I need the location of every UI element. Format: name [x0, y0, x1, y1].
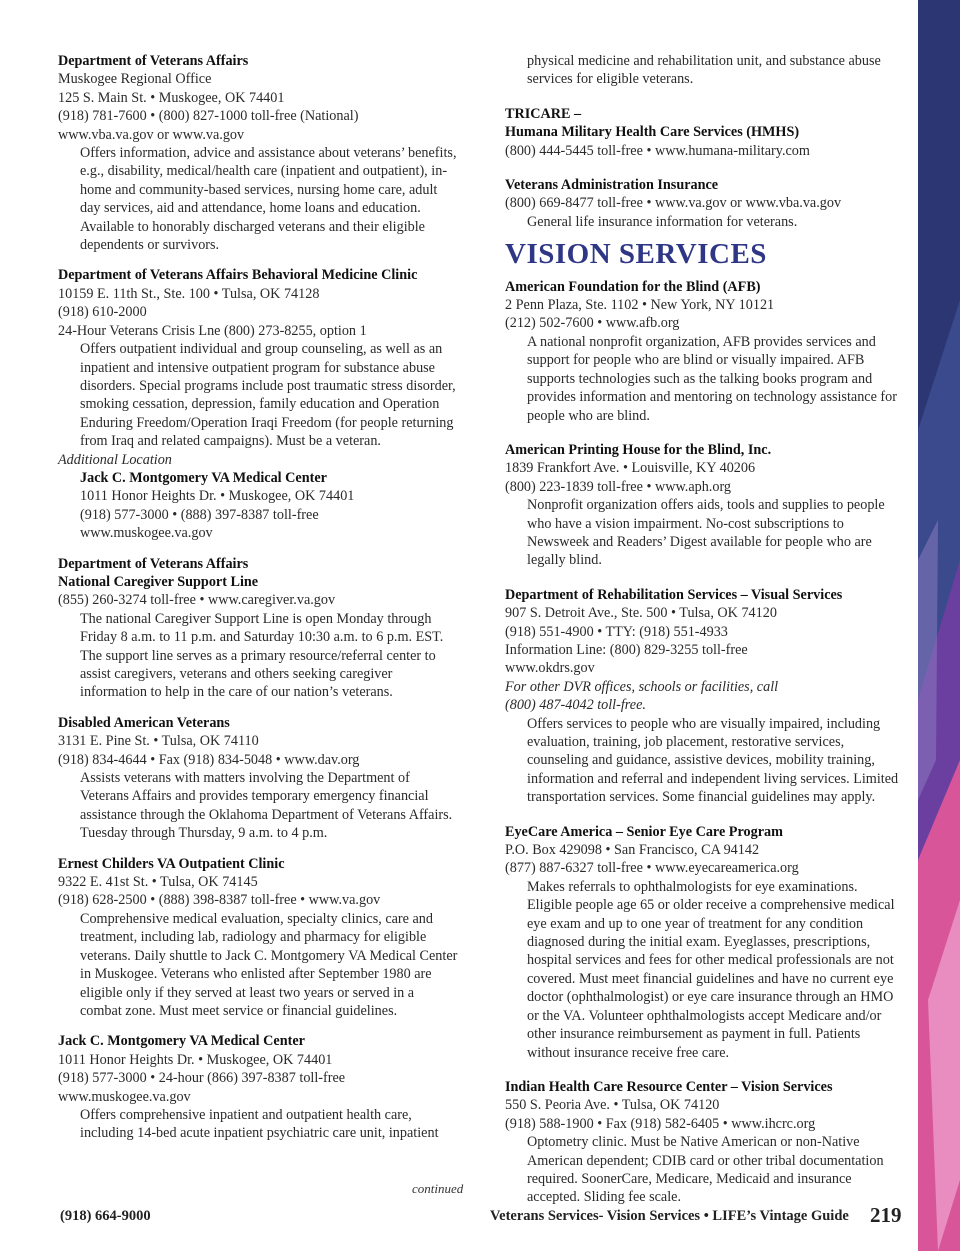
listing-description: Offers information, advice and assistance about veterans’ benefits, e.g., disability, medical/health care (inpatient and outpatient), in-home and community-based services, nursing home care, adult day services, aid and attendance, home loans and education. Available to honorably discharged veterans and their eligible dependents or survivors. — [80, 145, 457, 254]
decorative-side-band — [918, 0, 960, 1251]
listing-line: 1011 Honor Heights Dr. • Muskogee, OK 74401 — [80, 488, 355, 505]
listing-note: (800) 487-4042 toll-free. — [505, 697, 646, 714]
listing-line: (800) 444-5445 toll-free • www.humana-military.com — [505, 142, 810, 159]
listing-url: www.vba.va.gov or www.va.gov — [58, 126, 245, 143]
listing-url: www.muskogee.va.gov — [80, 525, 213, 542]
listing-description: Offers outpatient individual and group counseling, as well as an inpatient and intensive outpatient program for substance abuse disorders. Special programs include post traumatic stress disorder, smoking cessation, depression, family education and Operation Enduring Freedom/Operation Iraqi Freedom (for people returning from Iraq and related campaigns). Must be a veteran. — [80, 341, 456, 450]
listing-description: The national Caregiver Support Line is open Monday through Friday 8 a.m. to 11 p.m. and Saturday 10:30 a.m. to 6 p.m. EST. The support line serves as a primary resource/referral center to assist caregivers, veterans and others seeking caregiver information to help in the care of our nation’s veterans. — [80, 610, 444, 701]
listing-line: (918) 588-1900 • Fax (918) 582-6405 • www.ihcrc.org — [505, 1115, 816, 1132]
listing-entry — [58, 266, 458, 542]
listing-line: (918) 610-2000 — [58, 304, 147, 321]
footer-phone: (918) 664-9000 — [60, 1208, 151, 1224]
listing-line: (212) 502-7600 • www.afb.org — [505, 315, 680, 332]
left-column — [58, 52, 458, 1155]
listing-description: Comprehensive medical evaluation, specialty clinics, care and treatment, including lab, radiology and pharmacy for eligible veterans. Daily shuttle to Jack C. Montgomery VA Medical Center in Muskogee. Veterans who enlisted after September 1980 are eligible only if they served at least two years or served in a combat zone. Must meet service or financial guidelines. — [80, 910, 458, 1019]
listing-url: www.muskogee.va.gov — [58, 1088, 191, 1105]
listing-name: Jack C. Montgomery VA Medical Center — [58, 1033, 305, 1050]
listing-entry — [505, 823, 905, 1062]
listing-name: American Printing House for the Blind, Inc. — [505, 441, 772, 458]
listing-name: Veterans Administration Insurance — [505, 177, 719, 194]
listing-subname: Humana Military Health Care Services (HMHS) — [505, 124, 800, 141]
listing-name: Department of Veterans Affairs Behavioral Medicine Clinic — [58, 267, 418, 284]
page-number: 219 — [870, 1203, 902, 1227]
listing-entry — [505, 441, 905, 570]
listing-description: A national nonprofit organization, AFB provides services and support for people who are blind or visually impaired. AFB supports technologies such as the talking books program and provides information and mentoring on technology assistance for people who are blind. — [527, 333, 897, 424]
listing-line: 10159 E. 11th St., Ste. 100 • Tulsa, OK 74128 — [58, 285, 320, 302]
listing-line: 550 S. Peoria Ave. • Tulsa, OK 74120 — [505, 1097, 720, 1114]
listing-line: 9322 E. 41st St. • Tulsa, OK 74145 — [58, 874, 258, 891]
listing-description: Offers comprehensive inpatient and outpatient health care, including 14-bed acute inpatient psychiatric care unit, inpatient — [80, 1106, 439, 1142]
listing-line: 1011 Honor Heights Dr. • Muskogee, OK 74401 — [58, 1051, 333, 1068]
listing-name: Department of Rehabilitation Services – Visual Services — [505, 586, 843, 603]
listing-name: TRICARE – — [505, 105, 582, 122]
listing-entry — [58, 714, 458, 843]
listing-line: (800) 669-8477 toll-free • www.va.gov or www.vba.va.gov — [505, 195, 842, 212]
listing-line: (877) 887-6327 toll-free • www.eyecareamerica.org — [505, 860, 799, 877]
listing-entry — [58, 1032, 458, 1142]
section-title: VISION SERVICES — [505, 238, 767, 271]
listing-line: Information Line: (800) 829-3255 toll-free — [505, 641, 748, 658]
listing-entry — [58, 555, 458, 702]
listing-line: (855) 260-3274 toll-free • www.caregiver.va.gov — [58, 592, 336, 609]
listing-description: Makes referrals to ophthalmologists for eye examinations. Eligible people age 65 or older receive a comprehensive medical eye exam and up to one year of treatment for any condition diagnosed during the initial exam. Eyeglasses, prescriptions, hospital services and fees for other medical professionals are not covered. Must meet financial guidelines and have no current eye doctor (ophthalmologist) or eye care insurance through an HMO or the VA. Volunteer ophthalmologists accept Medicare and/or other insurance reimbursement as payment in full. Patients without insurance receive free care. — [527, 878, 895, 1061]
listing-note: For other DVR offices, schools or facilities, call — [505, 678, 779, 695]
listing-line: (918) 577-3000 • 24-hour (866) 397-8387 toll-free — [58, 1070, 346, 1087]
listing-line: 3131 E. Pine St. • Tulsa, OK 74110 — [58, 733, 259, 750]
listing-line: 125 S. Main St. • Muskogee, OK 74401 — [58, 89, 285, 106]
footer-guide-title: Veterans Services- Vision Services • LIFE’s Vintage Guide — [490, 1208, 849, 1224]
listing-name: American Foundation for the Blind (AFB) — [505, 278, 761, 295]
listing-line: Muskogee Regional Office — [58, 71, 212, 88]
listing-description: General life insurance information for veterans. — [527, 213, 798, 230]
listing-entry — [505, 1078, 905, 1207]
listing-description: Offers services to people who are visually impaired, including evaluation, training, job placement, restorative services, counseling and guidance, assistive devices, mobility training, information and referral and independent living services. Limited transportation services. Some financial guidelines may apply. — [527, 715, 899, 806]
listing-line: (918) 628-2500 • (888) 398-8387 toll-free • www.va.gov — [58, 892, 381, 909]
listing-line: (918) 781-7600 • (800) 827-1000 toll-free (National) — [58, 108, 359, 125]
listing-description: Optometry clinic. Must be Native American or non-Native American dependent; CDIB card or other tribal documentation required. SoonerCare, Medicare, Medicaid and insurance accepted. Sliding fee scale. — [527, 1134, 884, 1206]
listing-entry — [505, 586, 905, 807]
listing-line: (918) 551-4900 • TTY: (918) 551-4933 — [505, 623, 728, 640]
listing-entry — [505, 278, 905, 425]
listing-name: EyeCare America – Senior Eye Care Program — [505, 823, 783, 840]
listing-entry — [58, 52, 458, 254]
additional-location-label: Additional Location — [58, 451, 172, 468]
listing-description: Assists veterans with matters involving the Department of Veterans Affairs and provides temporary emergency financial assistance through the Oklahoma Department of Veterans Affairs. Tuesday through Thursday, 9 a.m. to 4 p.m. — [80, 770, 453, 842]
listing-name: Disabled American Veterans — [58, 714, 230, 731]
listing-line: 2 Penn Plaza, Ste. 1102 • New York, NY 10121 — [505, 297, 775, 314]
listing-line: 1839 Frankfort Ave. • Louisville, KY 40206 — [505, 460, 756, 477]
listing-subname: National Caregiver Support Line — [58, 573, 259, 590]
listing-line: (800) 223-1839 toll-free • www.aph.org — [505, 478, 732, 495]
listing-entry — [505, 176, 905, 231]
listing-entry — [58, 855, 458, 1021]
listing-description: Nonprofit organization offers aids, tools and supplies to people who have a vision impairment. No-cost subscriptions to Newsweek and Readers’ Digest available for people who are legally blind. — [527, 497, 885, 569]
listing-name: Department of Veterans Affairs — [58, 53, 249, 69]
listing-line: 24-Hour Veterans Crisis Lne (800) 273-8255, option 1 — [58, 322, 367, 339]
listing-name: Department of Veterans Affairs — [58, 555, 249, 572]
listing-name: Indian Health Care Resource Center – Vision Services — [505, 1078, 833, 1095]
listing-line: P.O. Box 429098 • San Francisco, CA 94142 — [505, 842, 760, 859]
right-column — [505, 52, 905, 1219]
listing-line: 907 S. Detroit Ave., Ste. 500 • Tulsa, OK 74120 — [505, 605, 777, 622]
listing-url: www.okdrs.gov — [505, 660, 595, 677]
additional-location-name: Jack C. Montgomery VA Medical Center — [80, 469, 327, 486]
listing-name: Ernest Childers VA Outpatient Clinic — [58, 855, 285, 872]
listing-entry-continued — [505, 52, 905, 89]
continued-label: continued — [412, 1181, 464, 1196]
listing-line: (918) 577-3000 • (888) 397-8387 toll-free — [80, 506, 319, 523]
listing-line: (918) 834-4644 • Fax (918) 834-5048 • www.dav.org — [58, 751, 360, 768]
listing-entry — [505, 105, 905, 160]
listing-description: physical medicine and rehabilitation unit, and substance abuse services for eligible veterans. — [527, 53, 881, 88]
